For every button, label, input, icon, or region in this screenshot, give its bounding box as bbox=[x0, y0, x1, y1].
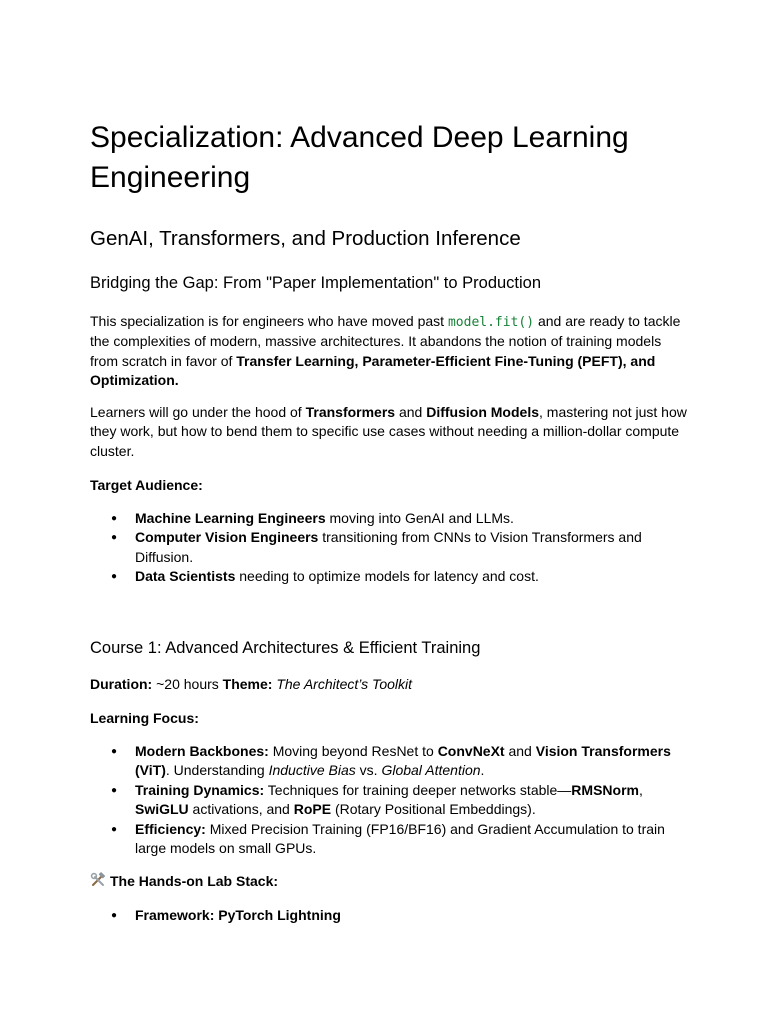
intro-paragraph-1: This specialization is for engineers who have moved past model.fit() and are ready to tackle the complexities of modern, massive architectures. It abandons the notion of training models from scratch in favor of Transfer Learning, Parameter-Efficient Fine-Tuning (PEFT), and Optimization. bbox=[90, 313, 681, 389]
learning-focus-list bbox=[90, 742, 690, 858]
course-1-heading: Course 1: Advanced Architectures & Efficient Training bbox=[90, 639, 481, 657]
course-1-duration: Duration: ~20 hours Theme: The Architect’s Toolkit bbox=[90, 676, 412, 692]
page-subtitle: GenAI, Transformers, and Production Inference bbox=[90, 227, 521, 250]
hammer-wrench-icon bbox=[90, 872, 106, 888]
list-item: ● Computer Vision Engineers transitioning from CNNs to Vision Transformers and Diffusion. bbox=[90, 528, 690, 567]
audience-list bbox=[90, 509, 690, 587]
lab-stack-list bbox=[90, 906, 690, 925]
target-audience-label: Target Audience: bbox=[90, 477, 203, 493]
page-title: Specialization: Advanced Deep Learning Engineering bbox=[90, 121, 629, 194]
list-item: ● Modern Backbones: Moving beyond ResNet to ConvNeXt and Vision Transformers (ViT). Understanding Inductive Bias vs. Global Attention. bbox=[90, 742, 690, 781]
inline-code: model.fit() bbox=[447, 315, 535, 330]
intro-paragraph-2: Learners will go under the hood of Transformers and Diffusion Models, mastering not just how they work, but how to bend them to specific use cases without needing a million-dollar compute cluster. bbox=[90, 404, 687, 459]
learning-focus-label: Learning Focus: bbox=[90, 710, 199, 726]
list-item: ● Data Scientists needing to optimize models for latency and cost. bbox=[90, 567, 690, 586]
section-heading: Bridging the Gap: From "Paper Implementation" to Production bbox=[90, 274, 542, 292]
list-item: ● Efficiency: Mixed Precision Training (FP16/BF16) and Gradient Accumulation to train large models on small GPUs. bbox=[90, 820, 690, 859]
list-item: ● Machine Learning Engineers moving into GenAI and LLMs. bbox=[90, 509, 690, 528]
list-item: ● Framework: PyTorch Lightning bbox=[90, 906, 690, 925]
list-item: ● Training Dynamics: Techniques for training deeper networks stable—RMSNorm, SwiGLU activations, and RoPE (Rotary Positional Embeddings). bbox=[90, 781, 690, 820]
lab-stack-label: The Hands-on Lab Stack: bbox=[90, 872, 690, 891]
